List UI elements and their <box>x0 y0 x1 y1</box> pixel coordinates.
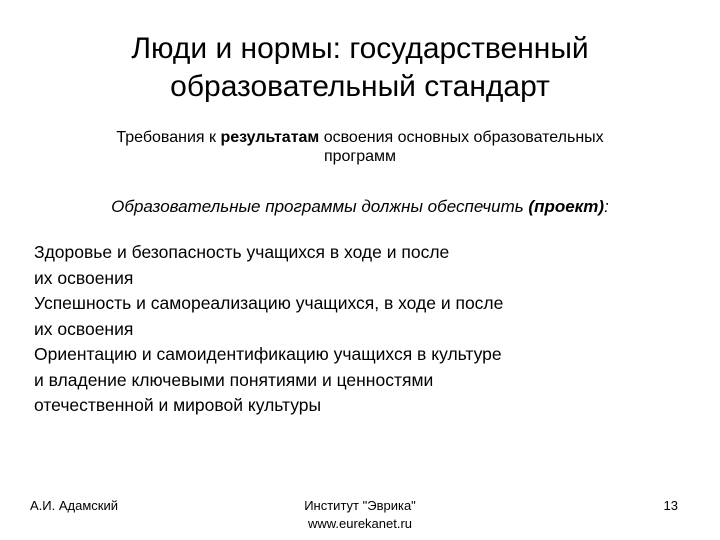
footer-institute <box>240 497 480 533</box>
list-item-line: Здоровье и безопасность учащихся в ходе и после <box>34 242 450 262</box>
footer-institute-name: Институт "Эврика" <box>304 498 416 513</box>
slide-subtitle <box>30 128 690 166</box>
list-item <box>34 240 594 291</box>
page-number: 13 <box>663 498 678 513</box>
lead-suffix: : <box>604 197 609 216</box>
slide-title-line: Люди и нормы: государственный <box>131 32 589 65</box>
subtitle-emphasis: результатам <box>220 129 320 146</box>
list-item-line: отечественной и мировой культуры <box>34 395 322 415</box>
requirements-list <box>34 240 594 419</box>
lead-emphasis: (проект) <box>528 197 605 216</box>
slide-title-line: образовательный стандарт <box>170 70 550 103</box>
subtitle-line-2: программ <box>323 148 397 165</box>
footer-author: А.И. Адамский <box>30 498 118 513</box>
list-item-line: и владение ключевыми понятиями и ценностями <box>34 369 434 390</box>
lead-statement <box>0 196 720 218</box>
list-item-line: Успешность и самореализацию учащихся, в ходе и после <box>34 293 504 313</box>
subtitle-prefix: Требования к <box>116 129 221 146</box>
lead-text: Образовательные программы должны обеспечить <box>111 197 529 216</box>
list-item-line: их освоения <box>34 267 134 288</box>
slide-title <box>60 30 660 106</box>
subtitle-suffix: освоения основных образовательных <box>319 129 604 146</box>
list-item <box>34 291 594 342</box>
list-item <box>34 342 594 419</box>
footer-institute-url: www.eurekanet.ru <box>307 516 413 531</box>
list-item-line: их освоения <box>34 318 134 339</box>
list-item-line: Ориентацию и самоидентификацию учащихся в культуре <box>34 344 502 364</box>
